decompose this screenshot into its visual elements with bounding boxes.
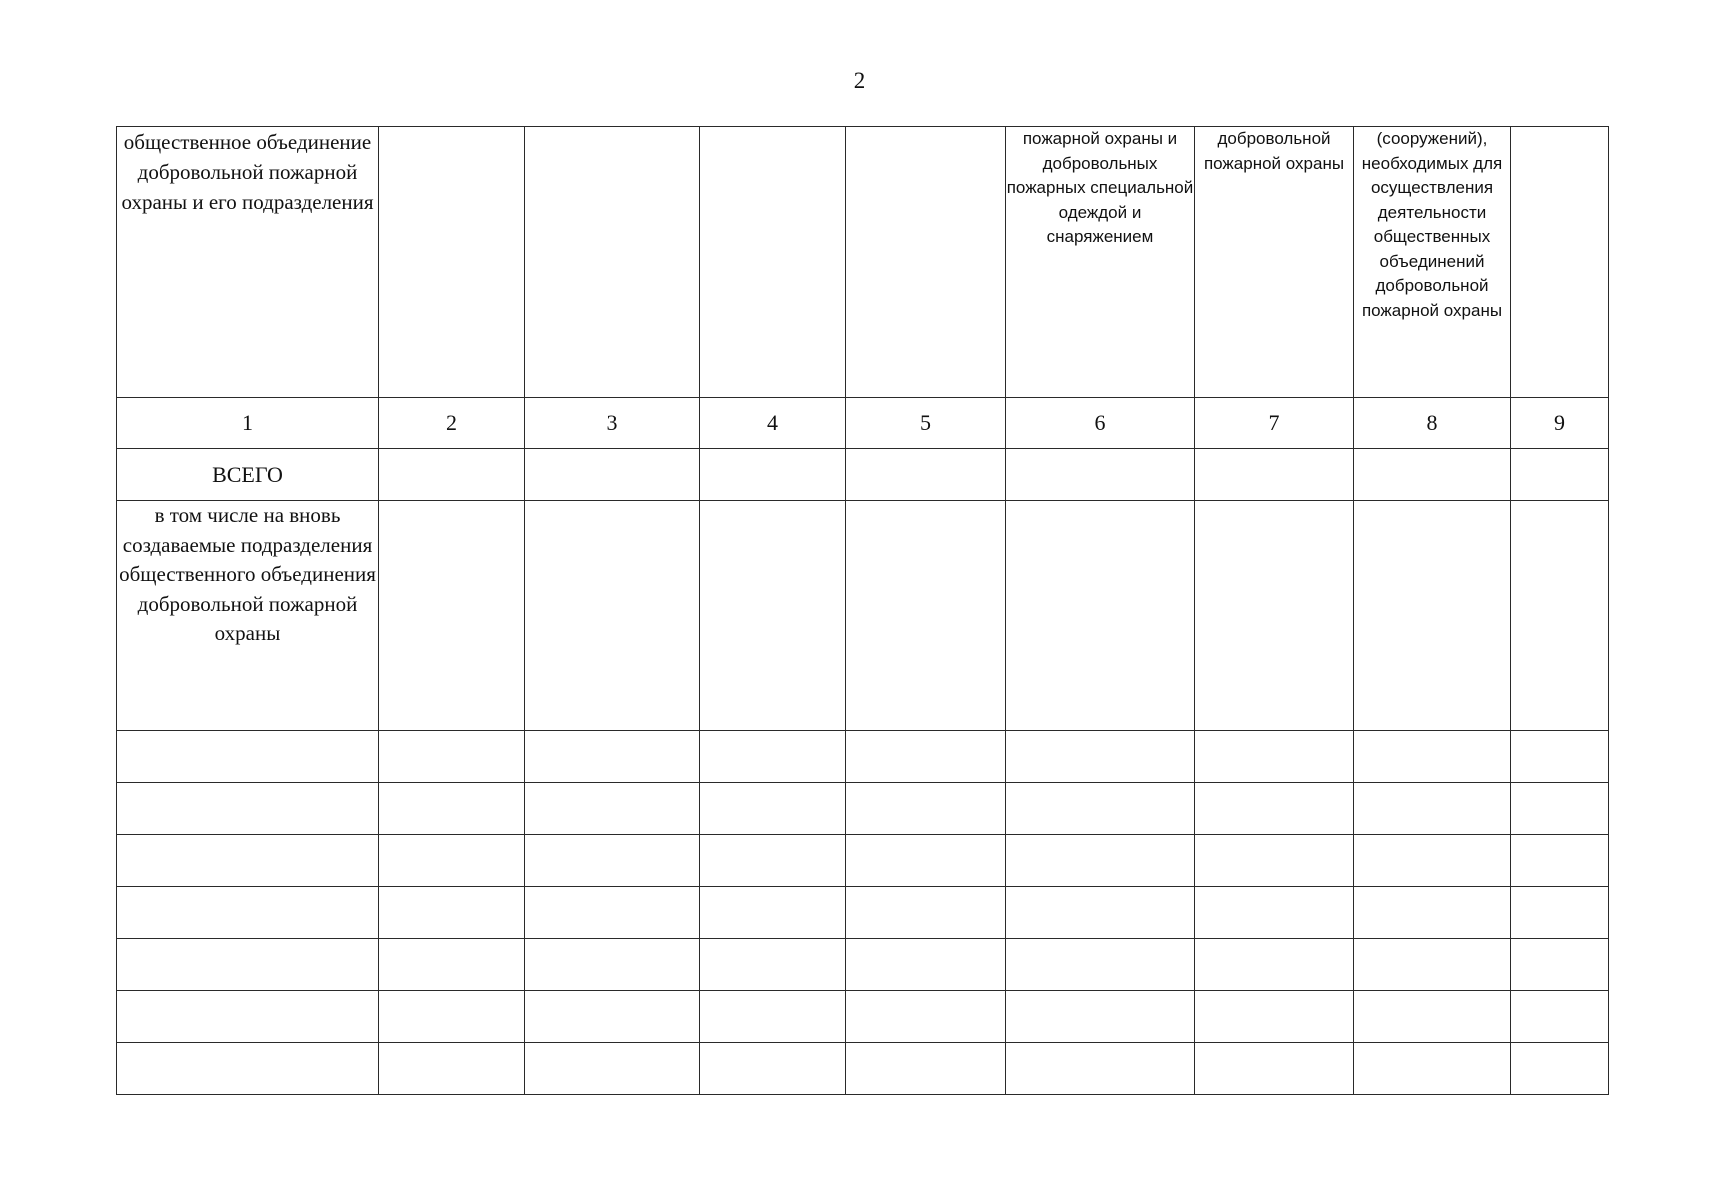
header-cell-6: пожарной охраны и добровольных пожарных специальной одеждой и снаряжением bbox=[1006, 127, 1195, 398]
table-cell bbox=[1006, 1043, 1195, 1095]
column-number: 8 bbox=[1354, 398, 1511, 449]
table-cell bbox=[1511, 887, 1609, 939]
table-cell bbox=[1511, 835, 1609, 887]
table-cell bbox=[846, 783, 1006, 835]
empty-row bbox=[117, 887, 1609, 939]
table-cell bbox=[117, 939, 379, 991]
table-cell bbox=[1511, 1043, 1609, 1095]
column-number: 7 bbox=[1195, 398, 1354, 449]
data-table bbox=[116, 126, 1609, 1095]
header-cell-2 bbox=[379, 127, 525, 398]
header-cell-7: добровольной пожарной охраны bbox=[1195, 127, 1354, 398]
table-cell bbox=[379, 783, 525, 835]
column-number: 4 bbox=[700, 398, 846, 449]
table-cell bbox=[379, 501, 525, 731]
table-cell bbox=[379, 1043, 525, 1095]
total-label: ВСЕГО bbox=[117, 449, 379, 501]
table-cell bbox=[525, 939, 700, 991]
column-number: 2 bbox=[379, 398, 525, 449]
table-cell bbox=[1006, 449, 1195, 501]
table-cell bbox=[117, 783, 379, 835]
table-cell bbox=[700, 449, 846, 501]
table-cell bbox=[1006, 783, 1195, 835]
table-cell bbox=[117, 991, 379, 1043]
table-cell bbox=[1195, 731, 1354, 783]
header-row bbox=[117, 127, 1609, 398]
table-cell bbox=[1511, 449, 1609, 501]
table-cell bbox=[700, 731, 846, 783]
table-cell bbox=[1195, 939, 1354, 991]
table-cell bbox=[700, 887, 846, 939]
table-cell bbox=[1006, 887, 1195, 939]
table-cell bbox=[525, 887, 700, 939]
column-number: 9 bbox=[1511, 398, 1609, 449]
table-cell bbox=[1006, 731, 1195, 783]
table-cell bbox=[700, 1043, 846, 1095]
table-cell bbox=[525, 731, 700, 783]
subtotal-row bbox=[117, 501, 1609, 731]
table-cell bbox=[525, 449, 700, 501]
table-cell bbox=[1354, 1043, 1511, 1095]
table-cell bbox=[1511, 991, 1609, 1043]
table-cell bbox=[379, 991, 525, 1043]
table-cell bbox=[1006, 939, 1195, 991]
table-cell bbox=[1195, 991, 1354, 1043]
table-cell bbox=[1354, 731, 1511, 783]
table-cell bbox=[1511, 731, 1609, 783]
table-cell bbox=[379, 835, 525, 887]
table-cell bbox=[525, 501, 700, 731]
table-cell bbox=[1195, 783, 1354, 835]
table-cell bbox=[1354, 501, 1511, 731]
table-cell bbox=[700, 939, 846, 991]
empty-row bbox=[117, 1043, 1609, 1095]
table-cell bbox=[1354, 783, 1511, 835]
subtotal-label: в том числе на вновь создаваемые подразделения общественного объединения добровольной пожарной охраны bbox=[117, 501, 379, 731]
table-cell bbox=[379, 731, 525, 783]
table-cell bbox=[700, 783, 846, 835]
table-cell bbox=[379, 887, 525, 939]
total-row bbox=[117, 449, 1609, 501]
table-cell bbox=[846, 835, 1006, 887]
table-cell bbox=[846, 1043, 1006, 1095]
header-cell-1: общественное объединение добровольной пожарной охраны и его подразделения bbox=[117, 127, 379, 398]
table-cell bbox=[379, 449, 525, 501]
header-cell-4 bbox=[700, 127, 846, 398]
empty-row bbox=[117, 835, 1609, 887]
table-cell bbox=[700, 991, 846, 1043]
table-cell bbox=[117, 835, 379, 887]
table-cell bbox=[846, 731, 1006, 783]
table-cell bbox=[1195, 449, 1354, 501]
table-cell bbox=[1511, 501, 1609, 731]
table-cell bbox=[846, 887, 1006, 939]
table-cell bbox=[1006, 835, 1195, 887]
table-cell bbox=[1511, 783, 1609, 835]
table-cell bbox=[700, 835, 846, 887]
table-cell bbox=[846, 991, 1006, 1043]
table-cell bbox=[1354, 835, 1511, 887]
column-number: 1 bbox=[117, 398, 379, 449]
table-cell bbox=[117, 1043, 379, 1095]
table-cell bbox=[379, 939, 525, 991]
empty-row bbox=[117, 731, 1609, 783]
header-cell-9 bbox=[1511, 127, 1609, 398]
table-cell bbox=[1354, 991, 1511, 1043]
empty-row bbox=[117, 939, 1609, 991]
header-cell-3 bbox=[525, 127, 700, 398]
table-cell bbox=[525, 783, 700, 835]
table-cell bbox=[1006, 991, 1195, 1043]
column-number: 3 bbox=[525, 398, 700, 449]
table-cell bbox=[1195, 501, 1354, 731]
table-cell bbox=[1354, 939, 1511, 991]
table-cell bbox=[846, 449, 1006, 501]
table-cell bbox=[1511, 939, 1609, 991]
column-number: 6 bbox=[1006, 398, 1195, 449]
column-number-row bbox=[117, 398, 1609, 449]
table-cell bbox=[700, 501, 846, 731]
header-cell-5 bbox=[846, 127, 1006, 398]
table-cell bbox=[525, 835, 700, 887]
table-cell bbox=[1354, 449, 1511, 501]
header-cell-8: (сооружений), необходимых для осуществления деятельности общественных объединений добровольной пожарной охраны bbox=[1354, 127, 1511, 398]
table-cell bbox=[1195, 835, 1354, 887]
table-cell bbox=[117, 731, 379, 783]
table-cell bbox=[846, 501, 1006, 731]
empty-row bbox=[117, 991, 1609, 1043]
table-cell bbox=[117, 887, 379, 939]
page-number: 2 bbox=[853, 68, 866, 93]
table-cell bbox=[1195, 887, 1354, 939]
table-cell bbox=[846, 939, 1006, 991]
column-number: 5 bbox=[846, 398, 1006, 449]
table-cell bbox=[525, 1043, 700, 1095]
table-cell bbox=[1354, 887, 1511, 939]
table-cell bbox=[1006, 501, 1195, 731]
table-cell bbox=[1195, 1043, 1354, 1095]
empty-row bbox=[117, 783, 1609, 835]
table-cell bbox=[525, 991, 700, 1043]
